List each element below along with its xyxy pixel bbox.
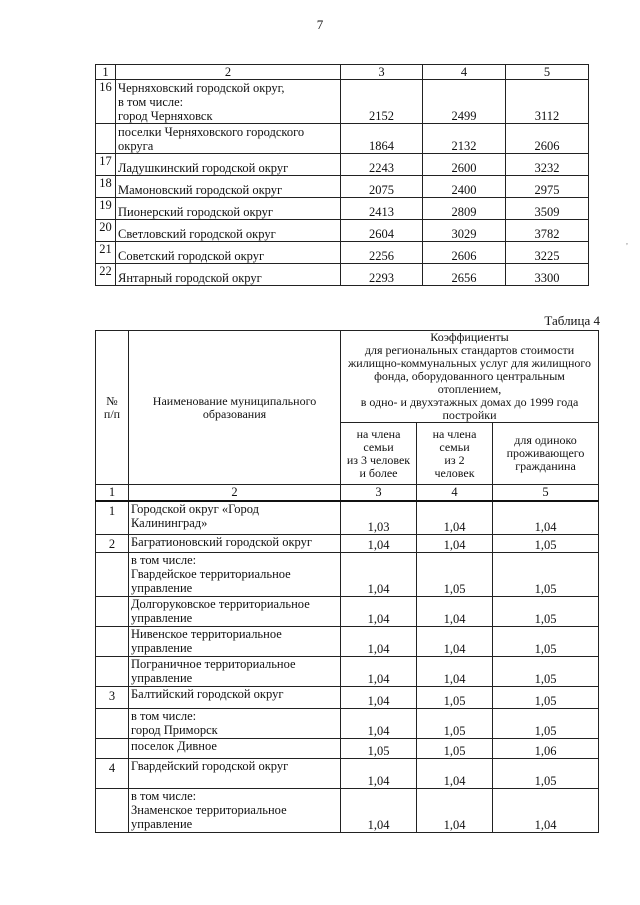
value-col4: 2656 [423, 264, 506, 286]
table-row [96, 759, 599, 789]
value-col5: 3509 [506, 198, 589, 220]
row-number [96, 553, 129, 597]
value-col5: 1,05 [493, 535, 599, 553]
table-row [96, 80, 589, 124]
table-row [96, 501, 599, 535]
table-row [96, 553, 599, 597]
value-col4: 1,05 [417, 687, 493, 709]
table-row [96, 154, 589, 176]
row-name: Мамоновский городской округ [116, 176, 341, 198]
column-number-1: 1 [96, 65, 116, 80]
value-col3: 1,04 [341, 657, 417, 687]
value-col3: 1,04 [341, 627, 417, 657]
header-family-2: на члена семьи из 2 человек [417, 423, 493, 485]
value-col5: 2975 [506, 176, 589, 198]
table-row [96, 535, 599, 553]
table-row [96, 739, 599, 759]
header-family-3: на члена семьи из 3 человек и более [341, 423, 417, 485]
row-name: поселок Дивное [129, 739, 341, 759]
value-col3: 2075 [341, 176, 423, 198]
row-number: 21 [96, 242, 116, 264]
value-col5: 1,04 [493, 501, 599, 535]
column-number-5: 5 [493, 485, 599, 501]
page-number: 7 [316, 17, 324, 32]
value-col4: 2132 [423, 124, 506, 154]
value-col4: 3029 [423, 220, 506, 242]
header-num: № п/п [96, 331, 129, 485]
row-number [96, 709, 129, 739]
value-col4: 1,04 [417, 627, 493, 657]
value-col5: 1,05 [493, 709, 599, 739]
row-name: Городской округ «Город Калининград» [129, 501, 341, 535]
column-number-4: 4 [417, 485, 493, 501]
value-col4: 2600 [423, 154, 506, 176]
row-name: поселки Черняховского городского округа [116, 124, 341, 154]
value-col4: 1,04 [417, 657, 493, 687]
column-number-3: 3 [341, 485, 417, 501]
row-number: 18 [96, 176, 116, 198]
value-col3: 2243 [341, 154, 423, 176]
table-4-caption: Таблица 4 [544, 313, 600, 328]
row-number: 3 [96, 687, 129, 709]
value-col5: 1,06 [493, 739, 599, 759]
value-col4: 2809 [423, 198, 506, 220]
value-col3: 1864 [341, 124, 423, 154]
row-name: Пограничное территориальное управление [129, 657, 341, 687]
row-number: 22 [96, 264, 116, 286]
row-name: Пионерский городской округ [116, 198, 341, 220]
value-col4: 1,04 [417, 535, 493, 553]
value-col5: 1,05 [493, 597, 599, 627]
row-name: Долгоруковское территориальное управление [129, 597, 341, 627]
table-row [96, 789, 599, 833]
row-number: 16 [96, 80, 116, 124]
row-number: 2 [96, 535, 129, 553]
column-number-2: 2 [116, 65, 341, 80]
value-col4: 1,05 [417, 739, 493, 759]
row-name: в том числе: Гвардейское территориальное управление [129, 553, 341, 597]
row-name: в том числе: Знаменское территориальное управление [129, 789, 341, 833]
value-col3: 1,03 [341, 501, 417, 535]
table-row [96, 198, 589, 220]
table-row [96, 176, 589, 198]
value-col5: 3225 [506, 242, 589, 264]
row-name: в том числе: город Приморск [129, 709, 341, 739]
value-col5: 2606 [506, 124, 589, 154]
value-col4: 1,04 [417, 789, 493, 833]
value-col3: 1,04 [341, 789, 417, 833]
row-number [96, 657, 129, 687]
row-name: Советский городской округ [116, 242, 341, 264]
value-col5: 1,05 [493, 657, 599, 687]
table-row [96, 597, 599, 627]
table-4 [95, 330, 599, 833]
row-name: Ладушкинский городской округ [116, 154, 341, 176]
value-col4: 1,04 [417, 597, 493, 627]
column-number-4: 4 [423, 65, 506, 80]
column-number-1: 1 [96, 485, 129, 501]
value-col3: 1,04 [341, 687, 417, 709]
value-col5: 1,05 [493, 687, 599, 709]
row-number: 20 [96, 220, 116, 242]
table-row [96, 264, 589, 286]
table-row [96, 709, 599, 739]
value-col3: 2152 [341, 80, 423, 124]
header-coefficients: Коэффициенты для региональных стандартов стоимости жилищно-коммунальных услуг для жилищного фонда, оборудованного центральным отоплением, в одно- и двухэтажных домах до 1999 года постройки [341, 331, 599, 423]
row-number: 19 [96, 198, 116, 220]
value-col4: 2400 [423, 176, 506, 198]
row-name: Нивенское территориальное управление [129, 627, 341, 657]
value-col3: 1,04 [341, 535, 417, 553]
value-col4: 1,04 [417, 759, 493, 789]
margin-mark: , [626, 237, 628, 246]
value-col4: 1,05 [417, 709, 493, 739]
value-col3: 2293 [341, 264, 423, 286]
table-row [96, 124, 589, 154]
row-number [96, 739, 129, 759]
column-number-2: 2 [129, 485, 341, 501]
row-name: Янтарный городской округ [116, 264, 341, 286]
value-col3: 1,04 [341, 709, 417, 739]
value-col5: 1,04 [493, 789, 599, 833]
row-number [96, 789, 129, 833]
value-col4: 1,05 [417, 553, 493, 597]
table-row [96, 242, 589, 264]
value-col4: 2499 [423, 80, 506, 124]
row-name: Черняховский городской округ, в том числе: город Черняховск [116, 80, 341, 124]
value-col3: 1,04 [341, 553, 417, 597]
row-number [96, 627, 129, 657]
value-col3: 1,04 [341, 597, 417, 627]
table-row [96, 220, 589, 242]
value-col3: 1,05 [341, 739, 417, 759]
table-row [96, 627, 599, 657]
value-col5: 3232 [506, 154, 589, 176]
table-row [96, 687, 599, 709]
row-number [96, 597, 129, 627]
table-3-continued [95, 64, 589, 286]
value-col5: 1,05 [493, 627, 599, 657]
value-col5: 1,05 [493, 759, 599, 789]
row-name: Светловский городской округ [116, 220, 341, 242]
value-col3: 2413 [341, 198, 423, 220]
table-row [96, 657, 599, 687]
column-number-5: 5 [506, 65, 589, 80]
row-number: 4 [96, 759, 129, 789]
value-col3: 2256 [341, 242, 423, 264]
value-col4: 2606 [423, 242, 506, 264]
row-name: Балтийский городской округ [129, 687, 341, 709]
value-col5: 3782 [506, 220, 589, 242]
value-col3: 2604 [341, 220, 423, 242]
value-col3: 1,04 [341, 759, 417, 789]
value-col5: 1,05 [493, 553, 599, 597]
value-col5: 3300 [506, 264, 589, 286]
row-number [96, 124, 116, 154]
header-single: для одиноко проживающего гражданина [493, 423, 599, 485]
row-name: Багратионовский городской округ [129, 535, 341, 553]
header-name: Наименование муниципального образования [129, 331, 341, 485]
row-number: 1 [96, 501, 129, 535]
row-number: 17 [96, 154, 116, 176]
value-col5: 3112 [506, 80, 589, 124]
column-number-3: 3 [341, 65, 423, 80]
row-name: Гвардейский городской округ [129, 759, 341, 789]
value-col4: 1,04 [417, 501, 493, 535]
